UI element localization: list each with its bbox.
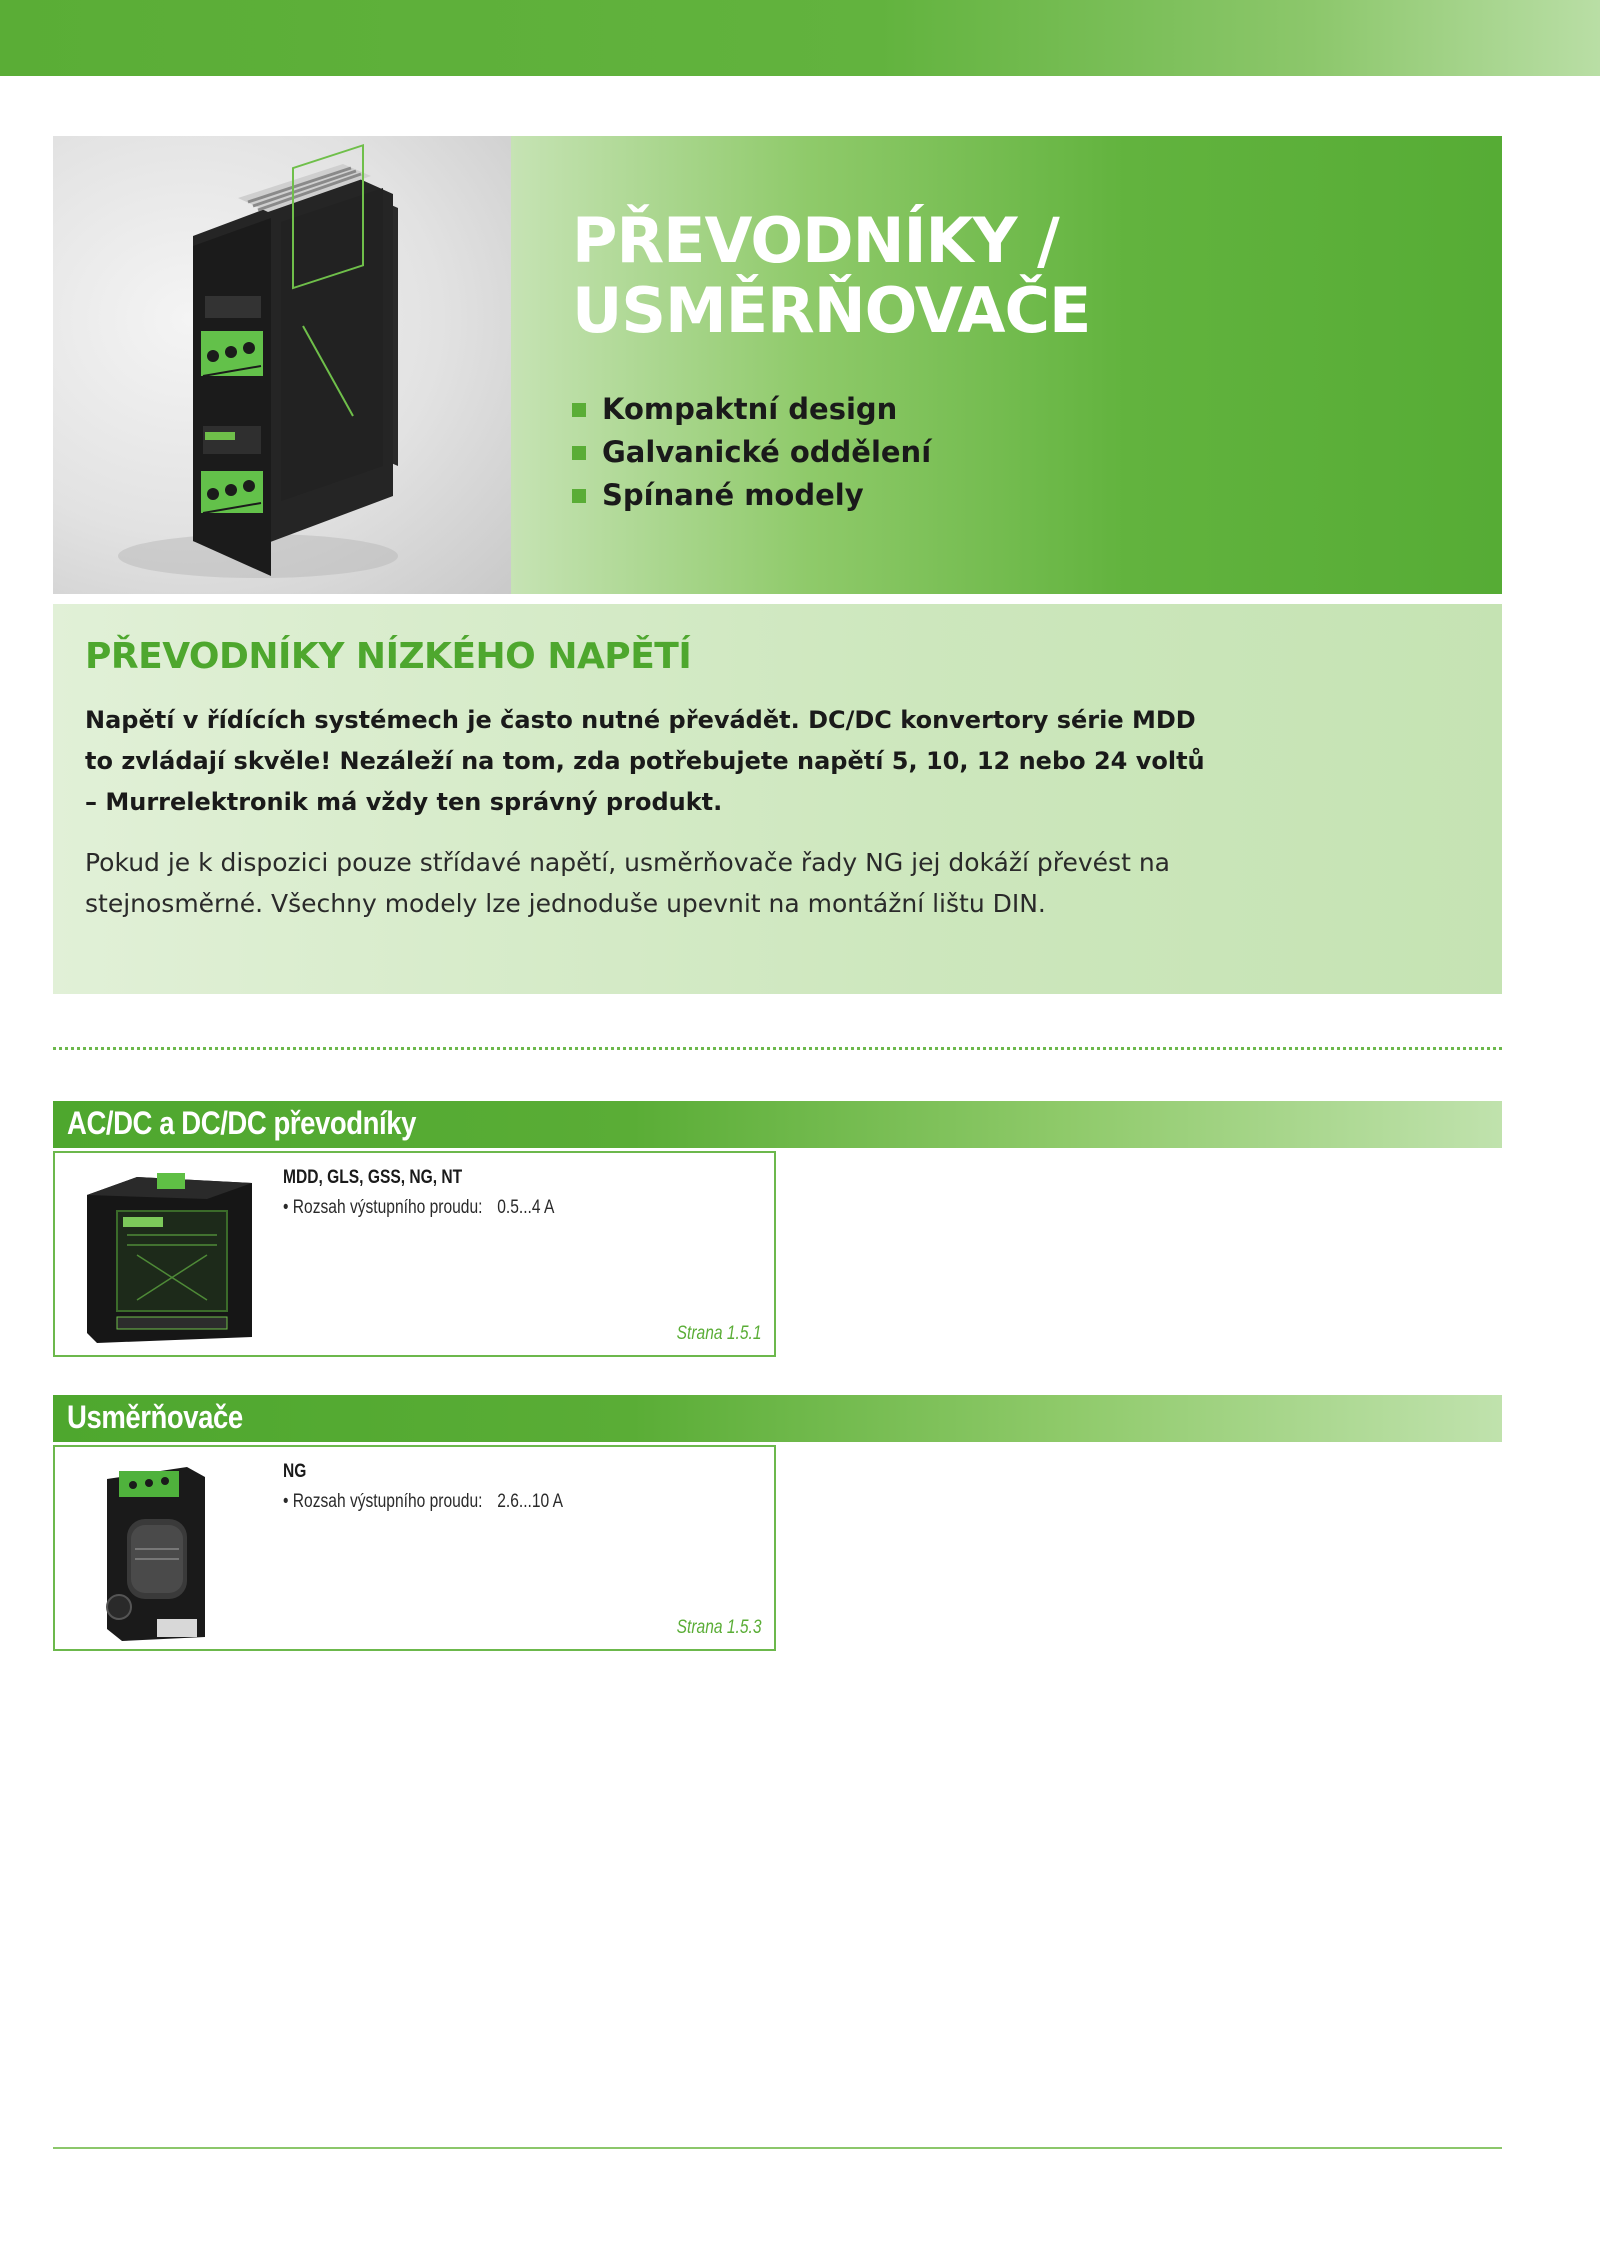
- mdd-converter-thumbnail: [77, 1165, 257, 1347]
- page-reference-link[interactable]: Strana 1.5.1: [677, 1323, 762, 1344]
- intro-box: [53, 604, 1502, 994]
- product-spec: [283, 1491, 563, 1513]
- din-rail-module-image: [53, 136, 511, 594]
- feature-text: Kompaktní design: [602, 392, 898, 426]
- product-spec: [283, 1197, 554, 1219]
- feature-item: [572, 431, 931, 474]
- feature-text: Spínané modely: [602, 478, 864, 512]
- hero-banner: [511, 136, 1502, 594]
- hero-title-line2: USMĚRŇOVAČE: [572, 274, 1091, 347]
- spec-value: 0.5...4 A: [497, 1197, 555, 1218]
- spec-value: 2.6...10 A: [497, 1491, 564, 1512]
- square-bullet-icon: [572, 489, 586, 503]
- feature-list: [572, 388, 931, 517]
- product-card-converters[interactable]: [53, 1151, 776, 1357]
- intro-paragraph: Pokud je k dispozici pouze střídavé napětí, usměrňovače řady NG jej dokáží převést na stejnosměrné. Všechny modely lze jednoduše upevnit na montážní lištu DIN.: [85, 848, 1170, 918]
- hero-title-line1: PŘEVODNÍKY /: [572, 204, 1059, 277]
- square-bullet-icon: [572, 403, 586, 417]
- feature-item: [572, 388, 931, 431]
- hero-product-photo: [53, 136, 511, 594]
- product-card-rectifiers[interactable]: [53, 1445, 776, 1651]
- ng-rectifier-thumbnail: [77, 1459, 257, 1641]
- square-bullet-icon: [572, 446, 586, 460]
- section-title: Usměrňovače: [67, 1399, 243, 1435]
- intro-bold-paragraph: Napětí v řídících systémech je často nutné převádět. DC/DC konvertory série MDD to zvládají skvěle! Nezáleží na tom, zda potřebujete napětí 5, 10, 12 nebo 24 voltů – Murrelektronik má vždy ten správný produkt.: [85, 706, 1205, 816]
- feature-text: Galvanické oddělení: [602, 435, 932, 469]
- dotted-divider: [53, 1047, 1502, 1050]
- spec-label: • Rozsah výstupního proudu:: [283, 1491, 483, 1512]
- section-title: AC/DC a DC/DC převodníky: [67, 1105, 417, 1141]
- footer-divider: [53, 2147, 1502, 2149]
- intro-heading: PŘEVODNÍKY NÍZKÉHO NAPĚTÍ: [85, 636, 692, 677]
- hero-title: [572, 206, 1272, 346]
- spec-label: • Rozsah výstupního proudu:: [283, 1197, 483, 1218]
- feature-item: [572, 474, 931, 517]
- section-header-rectifiers: [53, 1395, 1502, 1442]
- section-header-converters: [53, 1101, 1502, 1148]
- page-reference-link[interactable]: Strana 1.5.3: [677, 1617, 762, 1638]
- product-models: NG: [283, 1461, 307, 1482]
- top-color-bar: [0, 0, 1600, 76]
- product-models: MDD, GLS, GSS, NG, NT: [283, 1167, 463, 1188]
